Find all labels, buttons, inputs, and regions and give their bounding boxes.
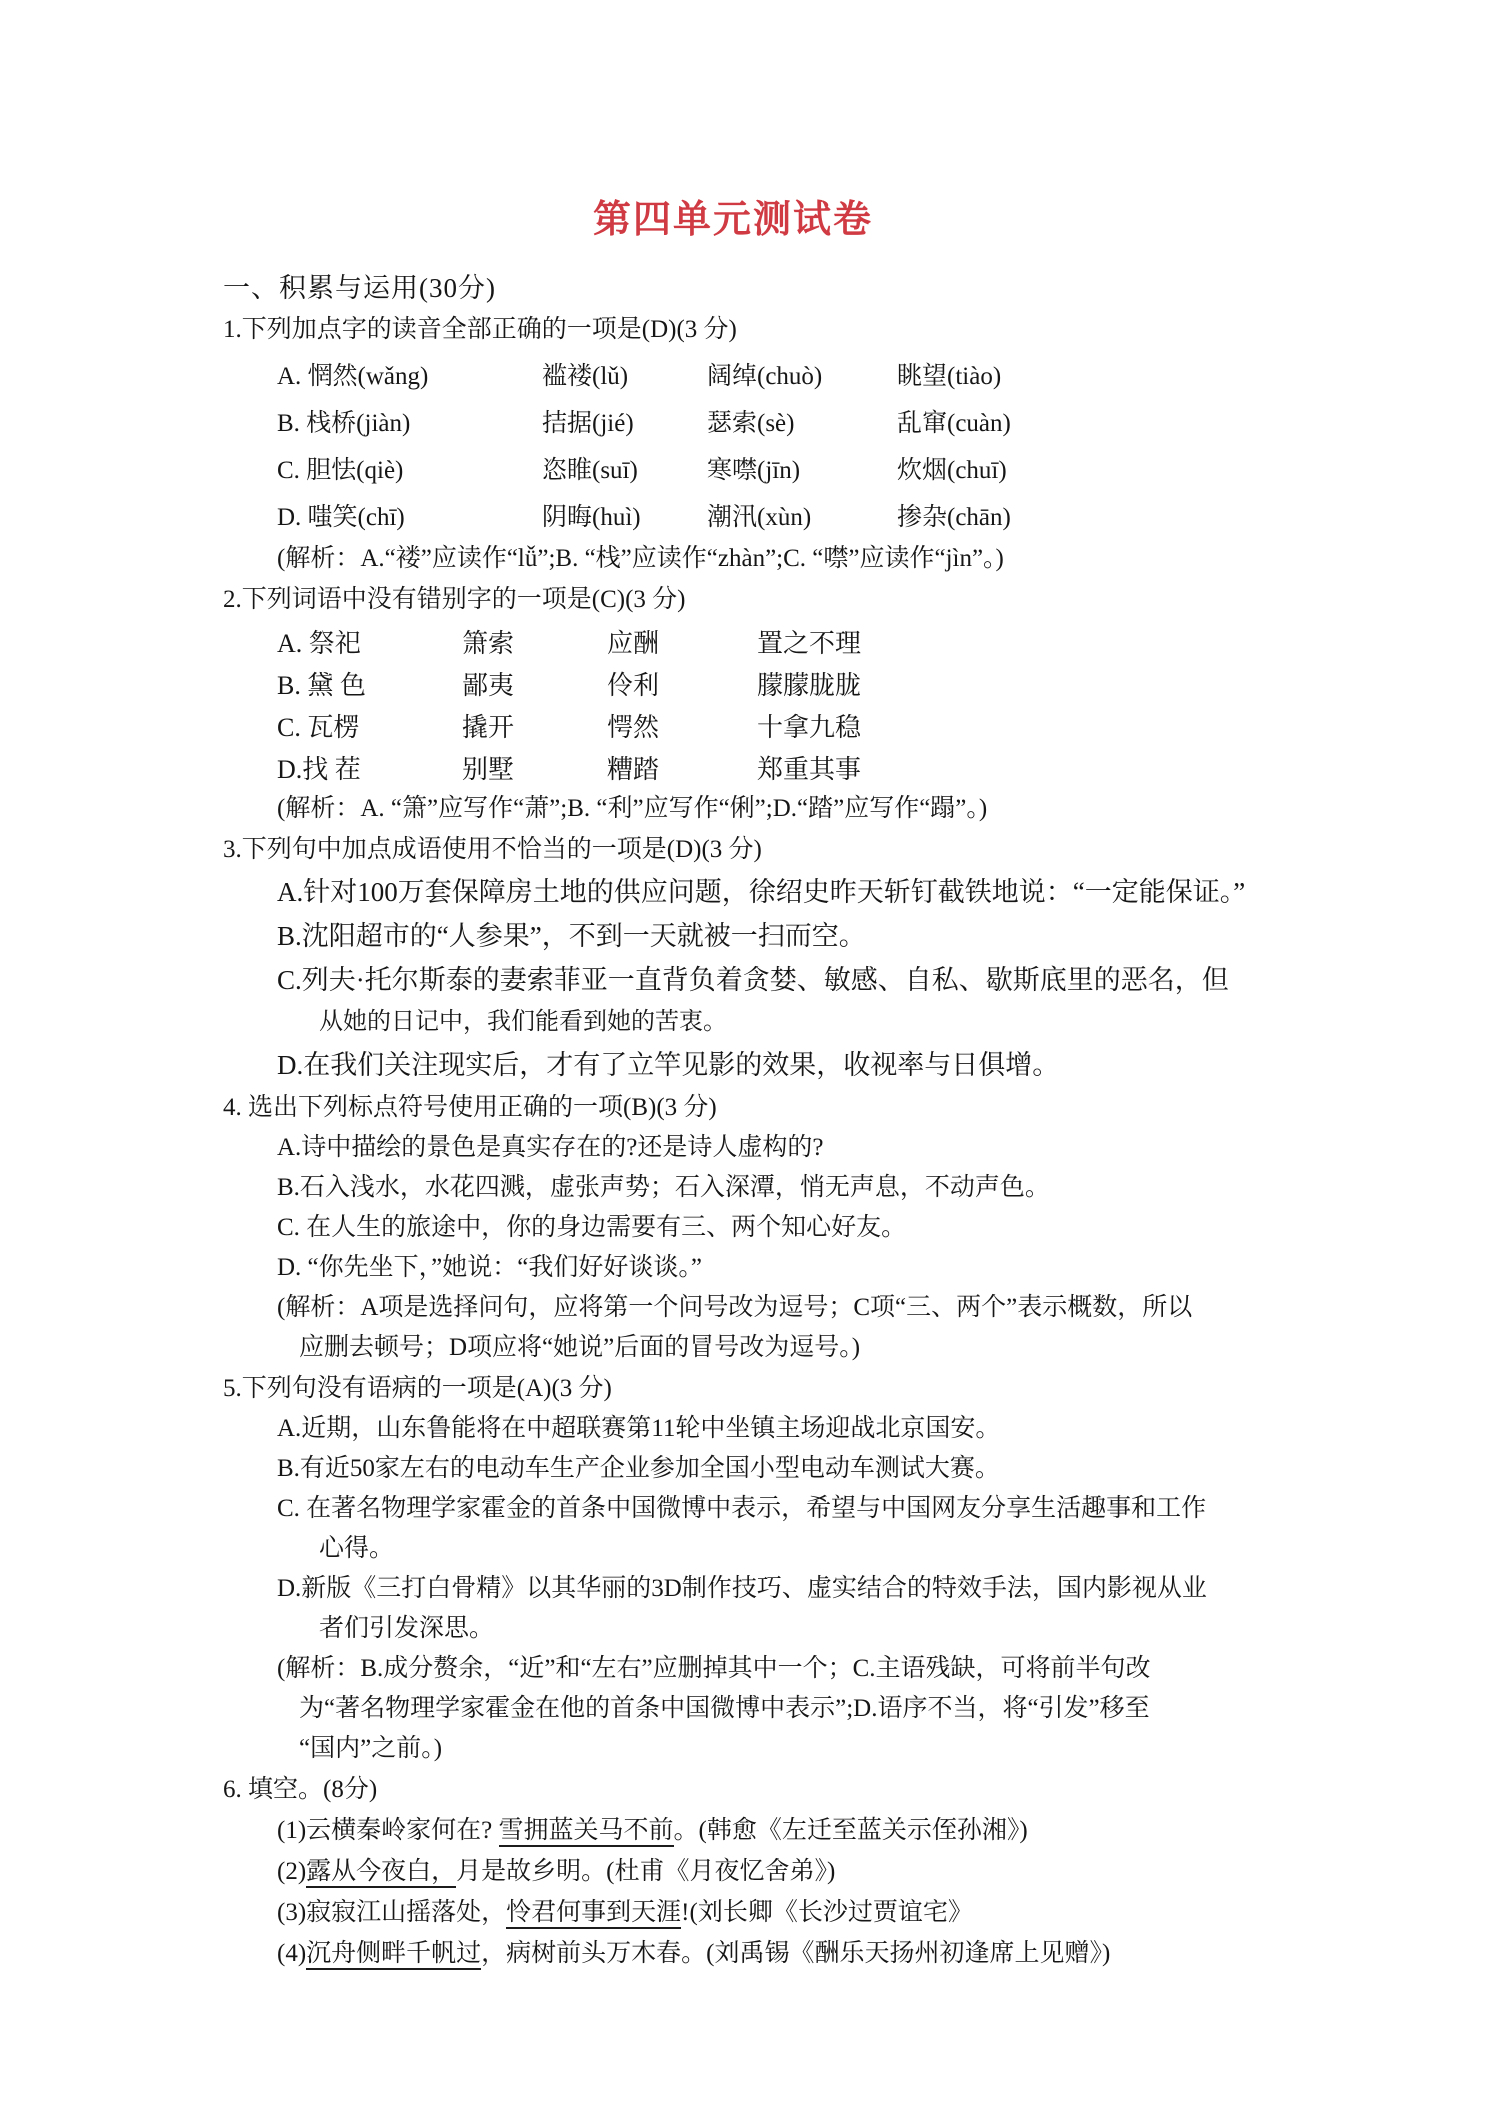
q2-option-a-word1: A. 祭祀 [277,628,361,658]
q1-option-c-word2: 恣睢(suī) [542,456,638,484]
q4-analysis-line2: 应删去顿号；D项应将“她说”后面的冒号改为逗号。) [299,1334,861,1361]
q1-option-a-word1: A. 惘然(wǎng) [277,362,429,390]
q2-option-b-word3: 伶利 [607,670,660,700]
q6-item-1-prefix: (1)云横秦岭家何在? [277,1817,499,1844]
q5-option-d-continuation: 者们引发深思。 [319,1615,495,1642]
q6-item-1-source: 。(韩愈《左迁至蓝关示侄孙湘》) [673,1817,1028,1844]
q5-option-c: C. 在著名物理学家霍金的首条中国微博中表示，希望与中国网友分享生活趣事和工作 [277,1495,1207,1522]
q6-item-4-source: ，病树前头万木春。(刘禹锡《酬乐天扬州初逢席上见赠》) [481,1940,1111,1967]
q3-stem: 3.下列句中加点成语使用不恰当的一项是(D)(3 分) [223,836,762,863]
q2-option-d-word4: 郑重其事 [757,754,862,784]
q2-option-table [277,620,1413,788]
q2-option-b-word1: B. 黛 色 [277,670,366,700]
q2-option-c-word2: 撬开 [462,712,515,742]
q2-option-b-word2: 鄙夷 [462,670,515,700]
q6-item-1 [277,1810,1413,1851]
q5-analysis-line3: “国内”之前。) [299,1735,443,1762]
q6-item-2 [277,1851,1413,1892]
q6-item-2-source: 月是故乡明。(杜甫《月夜忆舍弟》) [456,1858,836,1885]
q4-option-c: C. 在人生的旅途中，你的身边需要有三、两个知心好友。 [277,1214,907,1241]
q2-option-a-word2: 箫索 [462,628,515,658]
q4-option-d: D. “你先坐下，”她说：“我们好好谈谈。” [277,1254,702,1281]
q2-option-b-word4: 朦朦胧胧 [757,670,862,700]
q1-option-c-word4: 炊烟(chuī) [897,456,1007,484]
q1-stem: 1.下列加点字的读音全部正确的一项是(D)(3 分) [223,316,737,343]
q6-item-3 [277,1892,1413,1933]
q5-option-a: A.近期，山东鲁能将在中超联赛第11轮中坐镇主场迎战北京国安。 [277,1415,1001,1442]
q1-option-d-word4: 掺杂(chān) [897,503,1011,531]
q2-option-c-word3: 愕然 [607,712,660,742]
q1-option-a-word3: 阔绰(chuò) [707,362,823,390]
q5-option-b: B.有近50家左右的电动车生产企业参加全国小型电动车测试大赛。 [277,1455,1000,1482]
q1-option-b-word3: 瑟索(sè) [707,409,795,437]
q2-option-a-word4: 置之不理 [757,628,862,658]
q2-option-c-word1: C. 瓦楞 [277,712,360,742]
q4-stem: 4. 选出下列标点符号使用正确的一项(B)(3 分) [223,1094,717,1121]
q1-option-b-word1: B. 栈桥(jiàn) [277,409,411,437]
q6-item-4-prefix: (4) [277,1940,307,1967]
q2-option-c-word4: 十拿九稳 [757,712,862,742]
q6-item-2-prefix: (2) [277,1858,307,1885]
q6-item-1-answer: 雪拥蓝关马不前 [499,1817,674,1847]
q3-option-b: B.沈阳超市的“人参果”，不到一天就被一扫而空。 [277,921,866,951]
q2-option-d-word2: 别墅 [462,754,515,784]
q5-option-d: D.新版《三打白骨精》以其华丽的3D制作技巧、虚实结合的特效手法，国内影视从业 [277,1575,1207,1602]
q6-stem: 6. 填空。(8分) [223,1776,378,1803]
q5-analysis-line1: (解析：B.成分赘余，“近”和“左右”应删掉其中一个；C.主语残缺，可将前半句改 [277,1655,1151,1682]
q1-option-b-word4: 乱窜(cuàn) [897,409,1011,437]
q5-option-c-continuation: 心得。 [319,1535,395,1562]
q1-option-b-word2: 拮据(jié) [542,409,634,437]
q5-stem: 5.下列句没有语病的一项是(A)(3 分) [223,1375,612,1402]
q3-option-d: D.在我们关注现实后，才有了立竿见影的效果，收视率与日俱增。 [277,1050,1060,1080]
q4-analysis-line1: (解析：A项是选择问句，应将第一个问号改为逗号；C项“三、两个”表示概数，所以 [277,1294,1193,1321]
q1-option-c-word1: C. 胆怯(qiè) [277,456,404,484]
q6-item-4 [277,1933,1413,1974]
q1-option-d-word1: D. 嗤笑(chī) [277,503,405,531]
q2-option-d-word3: 糟踏 [607,754,660,784]
q6-item-4-answer: 沉舟侧畔千帆过 [306,1940,481,1970]
q4-option-b: B.石入浅水，水花四溅，虚张声势；石入深潭，悄无声息，不动声色。 [277,1174,1050,1201]
q5-analysis-line2: 为“著名物理学家霍金在他的首条中国微博中表示”;D.语序不当，将“引发”移至 [299,1695,1150,1722]
q3-option-c: C.列夫·托尔斯泰的妻索菲亚一直背负着贪婪、敏感、自私、歇斯底里的恶名，但 [277,965,1229,995]
q1-option-d-word3: 潮汛(xùn) [707,503,812,531]
q1-option-table [277,350,1413,538]
page-title: 第四单元测试卷 [592,199,873,241]
q1-analysis: (解析：A.“褛”应读作“lǚ”;B. “栈”应读作“zhàn”;C. “噤”应读作“jìn”。) [277,545,1004,572]
q6-item-3-source: !(刘长卿《长沙过贾谊宅》 [681,1899,973,1926]
q1-option-a-word2: 褴褛(lǔ) [542,362,629,390]
section-heading: 一、积累与运用(30分) [223,273,496,303]
q6-item-3-answer: 怜君何事到天涯 [506,1899,681,1929]
q4-option-a: A.诗中描绘的景色是真实存在的?还是诗人虚构的? [277,1134,824,1161]
q6-item-3-prefix: (3)寂寂江山摇落处， [277,1899,507,1926]
q2-analysis: (解析：A. “箫”应写作“萧”;B. “利”应写作“俐”;D.“踏”应写作“蹋”。) [277,795,988,822]
q2-option-a-word3: 应酬 [607,628,660,658]
q3-option-c-continuation: 从她的日记中，我们能看到她的苦衷。 [319,1009,727,1035]
q1-option-d-word2: 阴晦(huì) [542,503,641,531]
q1-option-a-word4: 眺望(tiào) [897,362,1002,390]
q3-option-a: A.针对100万套保障房土地的供应问题，徐绍史昨天斩钉截铁地说：“一定能保证。” [277,877,1246,907]
q6-item-2-answer: 露从今夜白， [306,1858,456,1888]
q1-option-c-word3: 寒噤(jīn) [707,456,801,484]
q2-option-d-word1: D.找 茬 [277,754,361,784]
q2-stem: 2.下列词语中没有错别字的一项是(C)(3 分) [223,586,686,613]
